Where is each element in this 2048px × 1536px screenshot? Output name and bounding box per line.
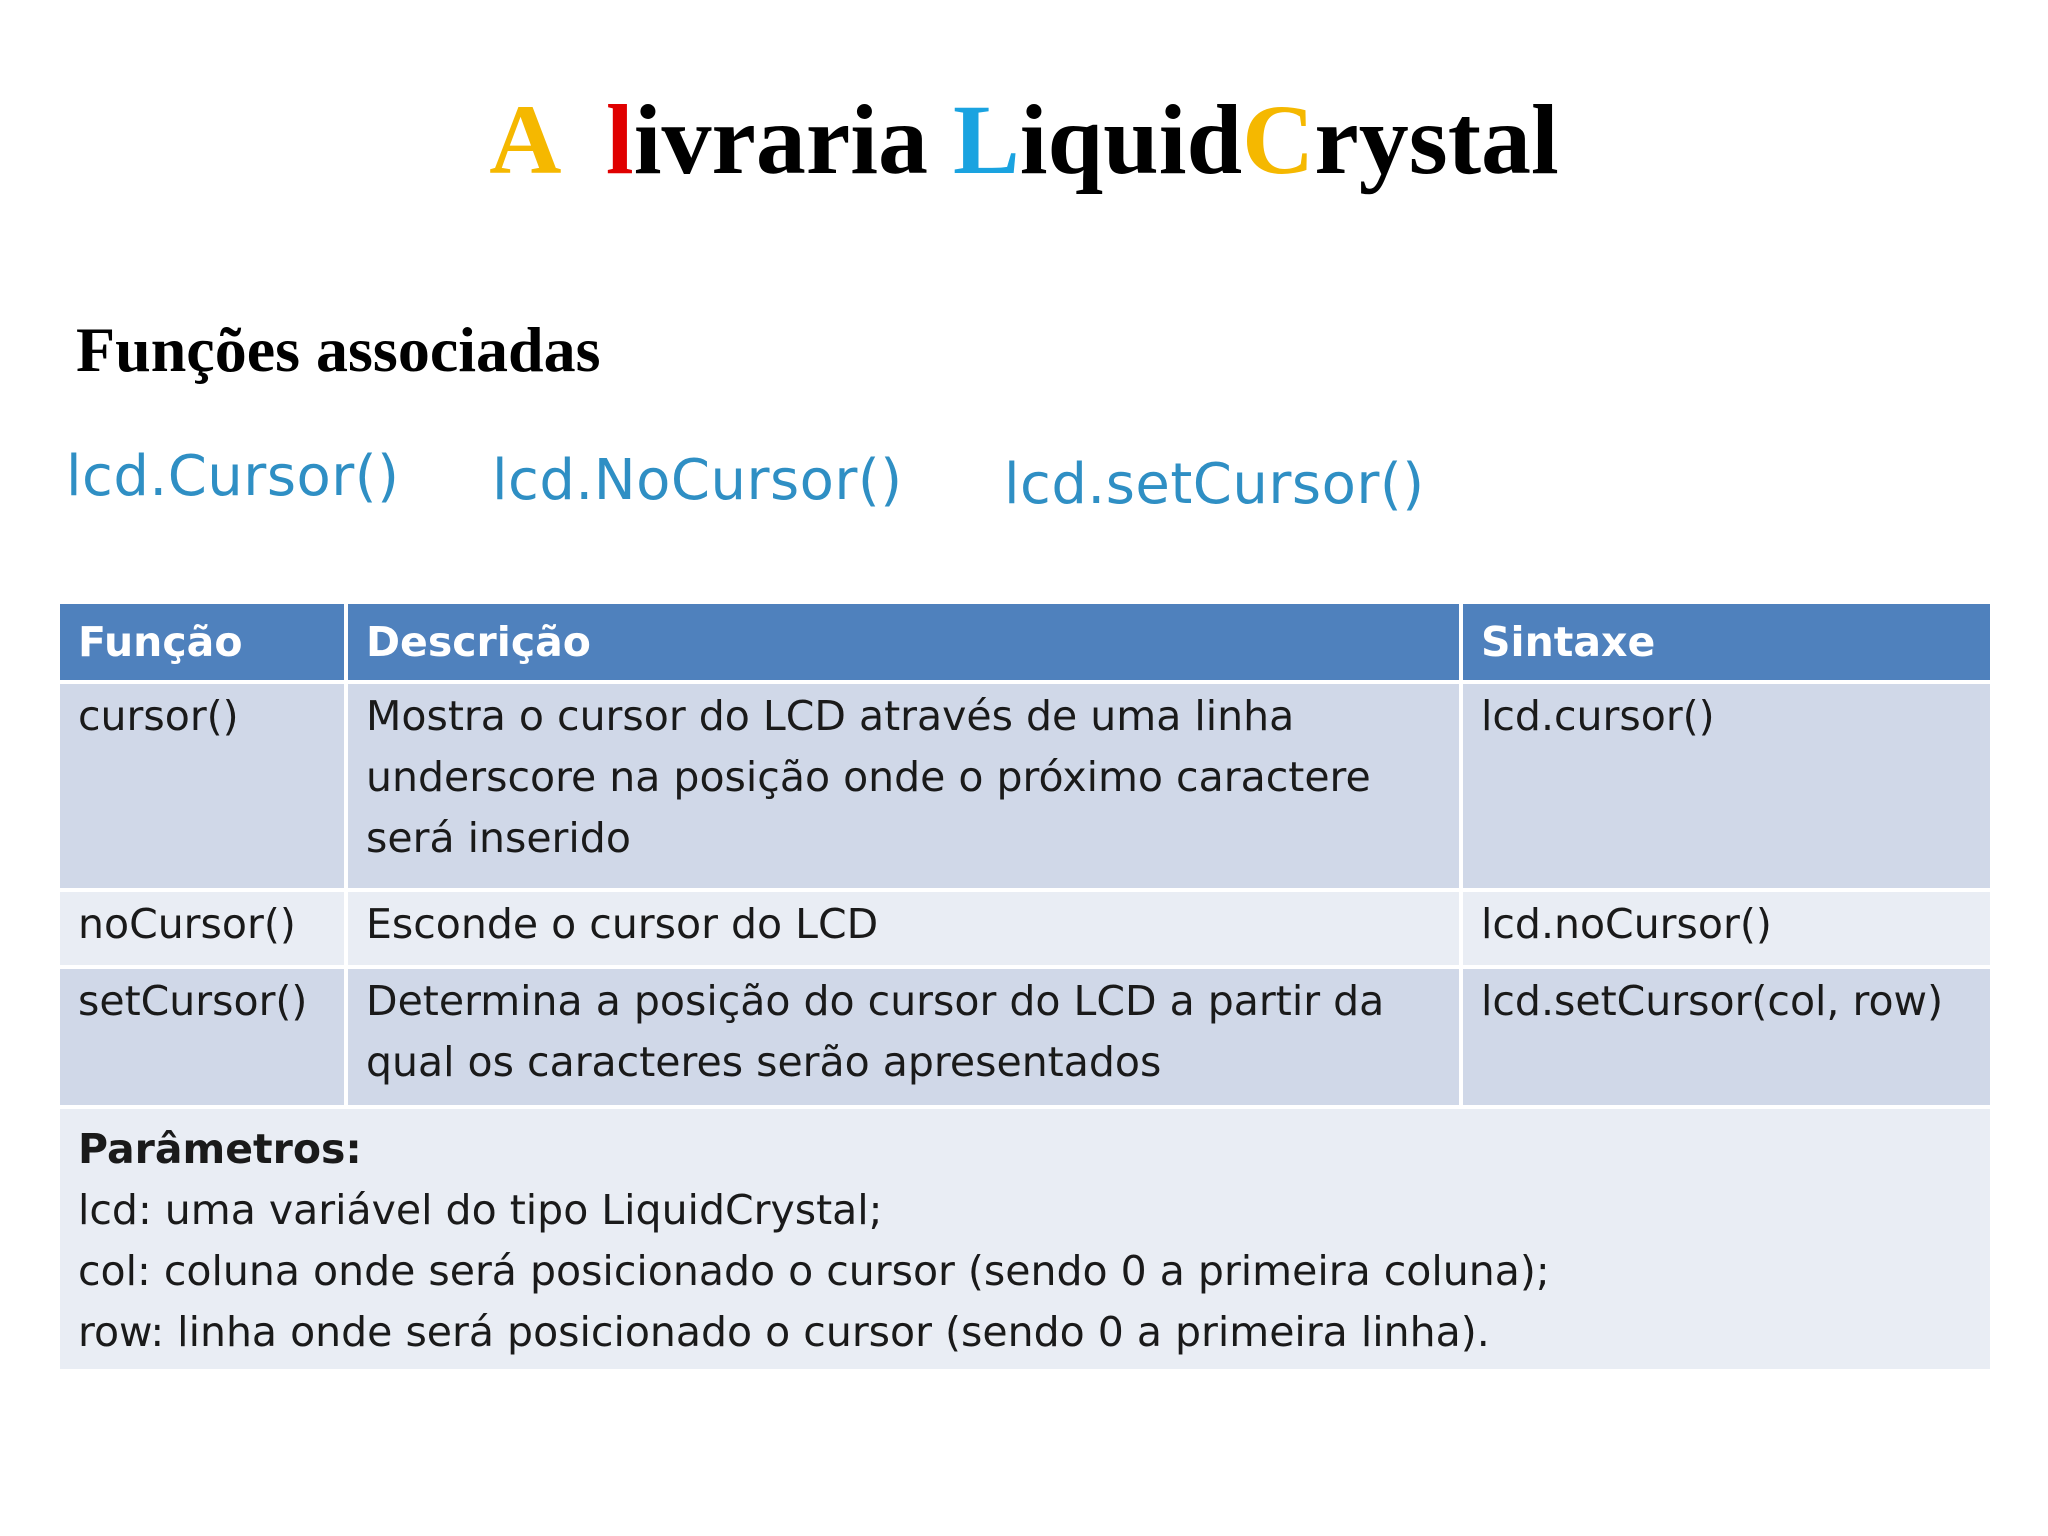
title-letter-C: C [1242, 84, 1315, 195]
title-iquid: iquid [1019, 84, 1243, 195]
table-header-row [58, 602, 1992, 682]
cell-descricao: Esconde o cursor do LCD [346, 890, 1461, 967]
cell-sintaxe: lcd.cursor() [1461, 682, 1992, 890]
parameters-cell [58, 1107, 1992, 1371]
parameters-row [58, 1107, 1992, 1371]
title-letter-a: A [489, 84, 556, 195]
cell-descricao: Mostra o cursor do LCD através de uma linha underscore na posição onde o próximo caractere será inserido [346, 682, 1461, 890]
header-funcao: Função [58, 602, 346, 682]
cell-funcao: cursor() [58, 682, 346, 890]
table-row [58, 967, 1992, 1107]
header-descricao: Descrição [346, 602, 1461, 682]
cell-descricao: Determina a posição do cursor do LCD a partir da qual os caracteres serão apresentados [346, 967, 1461, 1107]
table-row [58, 682, 1992, 890]
section-heading: Funções associadas [76, 314, 601, 385]
parameter-col: col: coluna onde será posicionado o cursor (sendo 0 a primeira coluna); [78, 1247, 1550, 1295]
cell-funcao: setCursor() [58, 967, 346, 1107]
table-row [58, 890, 1992, 967]
function-label-cursor: lcd.Cursor() [66, 444, 400, 509]
header-sintaxe: Sintaxe [1461, 602, 1992, 682]
function-label-nocursor: lcd.NoCursor() [492, 448, 903, 513]
functions-table [56, 600, 1994, 1373]
parameter-row: row: linha onde será posicionado o cursor (sendo 0 a primeira linha). [78, 1308, 1490, 1356]
parameters-title: Parâmetros: [78, 1125, 362, 1173]
cell-funcao: noCursor() [58, 890, 346, 967]
title-gap [556, 84, 606, 195]
title-ivraria: ivraria [633, 84, 954, 195]
parameter-lcd: lcd: uma variável do tipo LiquidCrystal; [78, 1186, 883, 1234]
cell-sintaxe: lcd.noCursor() [1461, 890, 1992, 967]
function-label-setcursor: lcd.setCursor() [1004, 452, 1425, 517]
title-rystal: rystal [1314, 84, 1559, 195]
title-letter-l: l [605, 84, 634, 195]
cell-sintaxe: lcd.setCursor(col, row) [1461, 967, 1992, 1107]
title-letter-L: L [953, 84, 1020, 195]
slide-title [0, 70, 2048, 210]
